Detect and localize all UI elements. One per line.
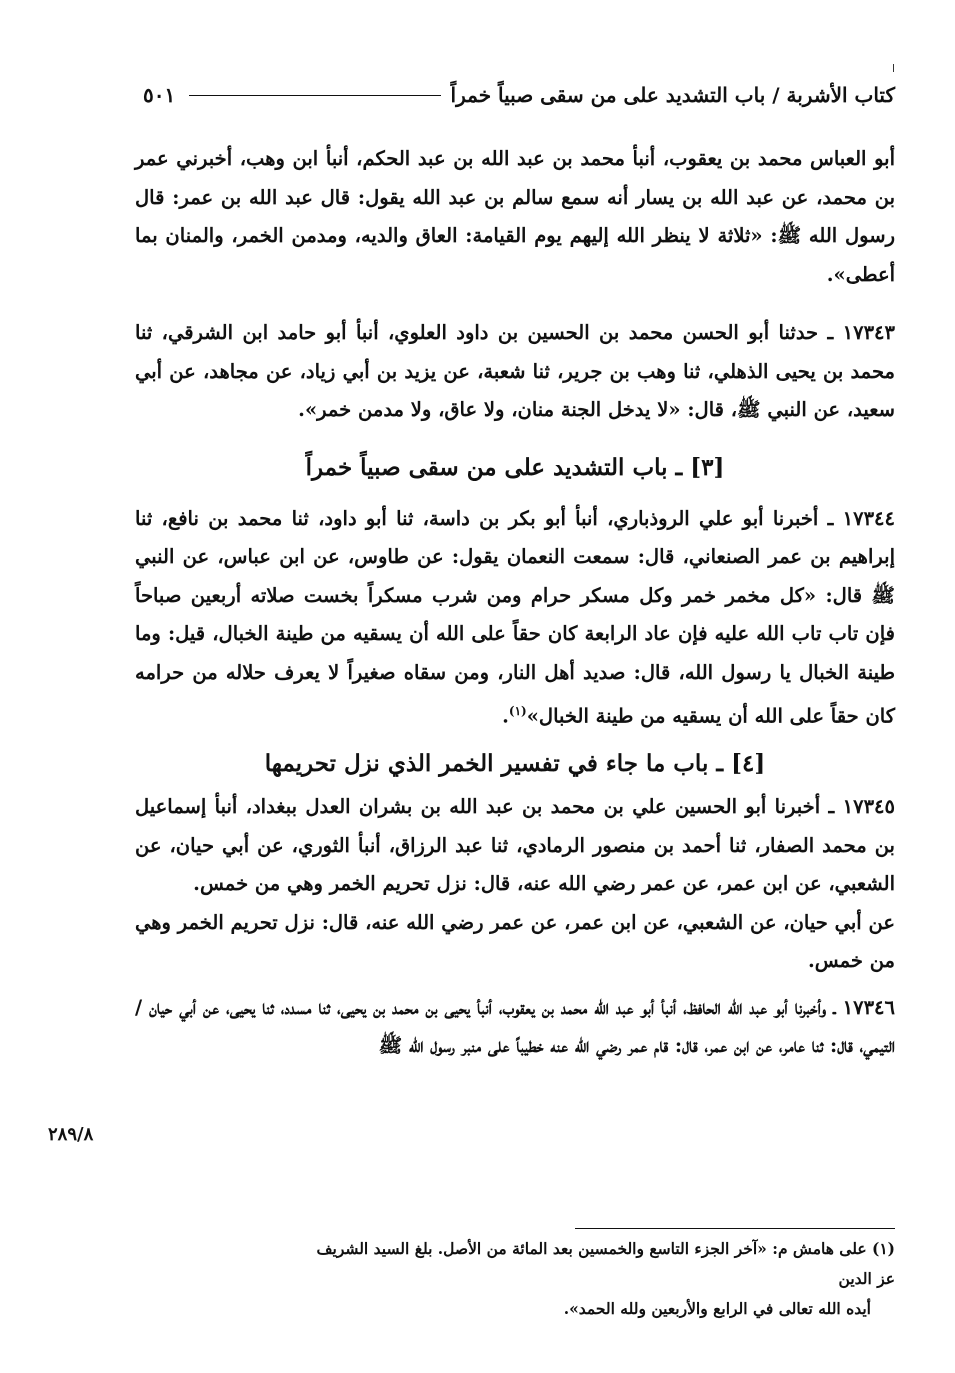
margin-volume-page-reference: ٢٨٩/٨ [48, 1124, 94, 1145]
hadith-17345-repeat: عن أبي حيان، عن الشعبي، عن ابن عمر، عن عمر رضي الله عنه، قال: نزل تحريم الخمر وهي من خمس. [135, 910, 895, 972]
hadith-17343: ١٧٣٤٣ ـ حدثنا أبو الحسن محمد بن الحسين بن داود العلوي، أنبأ أبو حامد ابن الشرقي، ثنا محمد بن يحيى الذهلي، ثنا وهب بن جرير، ثنا شعبة، عن يزيد بن أبي زياد، عن مجاهد، عن أبي سعيد، عن النبي ﷺ، قال: «لا يدخل الجنة منان، ولا عاق، ولا مدمن خمر». [135, 321, 895, 421]
chapter-heading-4: [٤] ـ باب ما جاء في تفسير الخمر الذي نزل تحريمها [264, 750, 766, 777]
hadith-17344-text: ١٧٣٤٤ ـ أخبرنا أبو علي الروذباري، أنبأ أبو بكر بن داسة، ثنا أبو داود، ثنا محمد بن نافع، ثنا إبراهيم بن عمر الصنعاني، قال: سمعت النعمان يقول: عن طاوس، عن ابن عباس، عن النبي ﷺ قال: «كل مخمر خمر وكل مسكر حرام ومن شرب مسكراً بخست صلاته أربعين صباحاً فإن تاب تاب الله عليه فإن عاد الرابعة كان حقاً على الله أن يسقيه من طينة الخبال، قيل: وما طينة الخبال يا رسول الله، قال: صديد أهل النار، ومن سقاه صغيراً لا يعرف حلاله من حرامه كان حقاً على الله أن يسقيه من طينة الخبال» [135, 506, 895, 728]
page-header [143, 80, 895, 110]
footnote-line-2: أيده الله تعالى في الرابع والأربعين ولله الحمد». [563, 1299, 871, 1318]
hadith-17346: ١٧٣٤٦ ـ وأخبرنا أبو عبد الله الحافظ، أنبأ أبو عبد الله محمد بن يعقوب، أنبأ يحيى بن محمد بن يحيى، ثنا مسدد، ثنا يحيى، عن أبي حيان / التيمي، قال: ثنا عامر، عن ابن عمر، قال: قام عمر رضي الله عنه خطيباً على منبر رسول الله ﷺ [135, 995, 895, 1057]
header-rule [189, 95, 440, 96]
page-number: ٥٠١ [143, 83, 176, 107]
hadith-17344 [135, 500, 895, 737]
hadith-17345: ١٧٣٤٥ ـ أخبرنا أبو الحسين علي بن محمد بن عبد الله بن بشران العدل ببغداد، أنبأ إسماعيل بن محمد الصفار، ثنا أحمد بن منصور الرمادي، ثنا عبد الرزاق، أنبأ الثوري، عن أبي حيان، عن الشعبي، عن ابن عمر، عن عمر رضي الله عنه، قال: نزل تحريم الخمر وهي من خمس. [135, 795, 895, 895]
paragraph-gap [135, 981, 895, 989]
footnotes [300, 1234, 895, 1324]
footnote-separator [575, 1228, 895, 1229]
top-margin-mark [893, 64, 894, 72]
hadith-17344-end: . [502, 704, 509, 728]
paragraph-gap [135, 294, 895, 314]
footnote-mark: (١) [508, 704, 527, 718]
running-title: كتاب الأشربة / باب التشديد على من سقى صبياً خمراً [450, 83, 895, 107]
paragraph-1: أبو العباس محمد بن يعقوب، أنبأ محمد بن عبد الله بن عبد الحكم، أنبأ ابن وهب، أخبرني عمر بن محمد، عن عبد الله بن يسار أنه سمع سالم بن عبد الله يقول: قال عبد الله بن عمر: قال رسول الله ﷺ: «ثلاثة لا ينظر الله إليهم يوم القيامة: العاق والديه، ومدمن الخمر، والمنان بما أعطى». [135, 147, 895, 286]
footnote-line-1: (١) على هامش م: «آخر الجزء التاسع والخمسين بعد المائة من الأصل. بلغ السيد الشريف عز الدين [316, 1239, 895, 1288]
chapter-heading-3: [٣] ـ باب التشديد على من سقى صبياً خمراً [305, 453, 725, 481]
main-text [135, 140, 895, 1066]
